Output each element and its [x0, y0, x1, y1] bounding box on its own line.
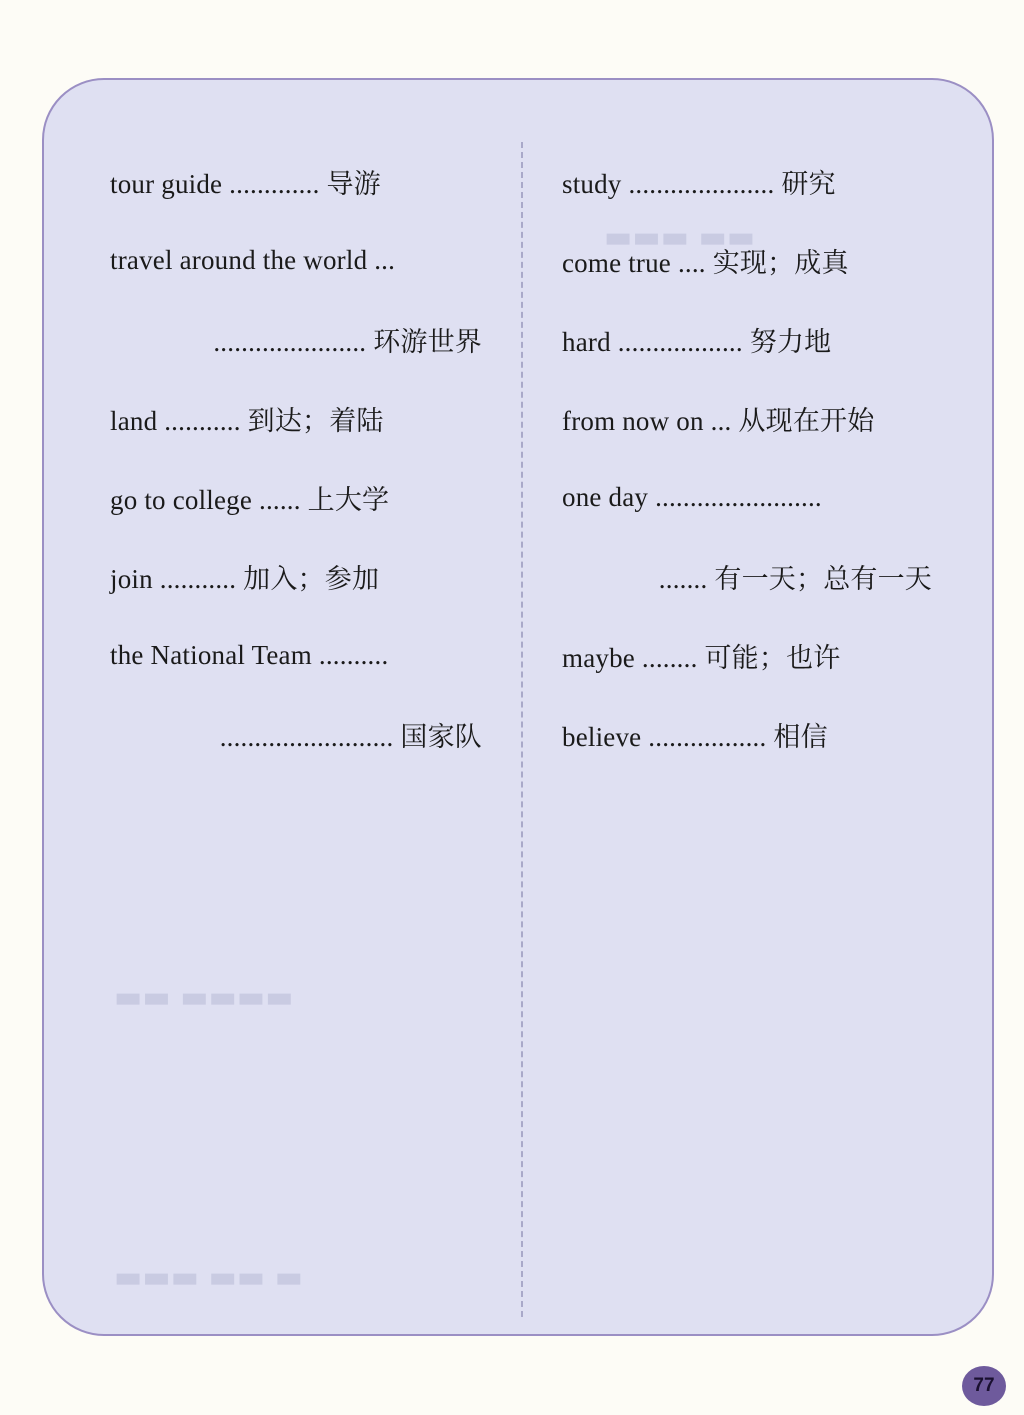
vocab-entry: maybe ........ 可能；也许 [562, 643, 841, 673]
vocab-entry: go to college ...... 上大学 [110, 485, 390, 515]
vocab-entry: study ..................... 研究 [562, 169, 836, 199]
column-divider [521, 142, 523, 1317]
bleed-through-text: ▬▬▬ ▬▬ ▬ [114, 1260, 304, 1295]
right-column [562, 142, 932, 774]
vocab-entry: the National Team .......... [110, 640, 389, 670]
vocab-entry: join ........... 加入；参加 [110, 564, 380, 594]
vocab-entry: one day ........................ [562, 482, 822, 512]
bleed-through-text: ▬▬▬ ▬▬ [604, 220, 756, 255]
vocab-entry: ...................... 环游世界 [213, 327, 482, 357]
vocab-entry: land ........... 到达；着陆 [110, 406, 384, 436]
vocab-entry: tour guide ............. 导游 [110, 169, 381, 199]
vocab-entry: hard .................. 努力地 [562, 327, 832, 357]
vocab-entry: ....... 有一天；总有一天 [658, 564, 932, 594]
vocab-entry: come true .... 实现；成真 [562, 248, 849, 278]
left-column [110, 142, 482, 774]
bleed-through-text: ▬▬ ▬▬▬▬ [114, 980, 294, 1015]
vocab-entry: believe ................. 相信 [562, 722, 828, 752]
vocabulary-card [42, 78, 994, 1336]
vocab-entry: travel around the world ... [110, 245, 396, 275]
vocab-entry: ......................... 国家队 [219, 722, 482, 752]
page-number-badge: 77 [962, 1366, 1006, 1406]
vocab-entry: from now on ... 从现在开始 [562, 406, 875, 436]
